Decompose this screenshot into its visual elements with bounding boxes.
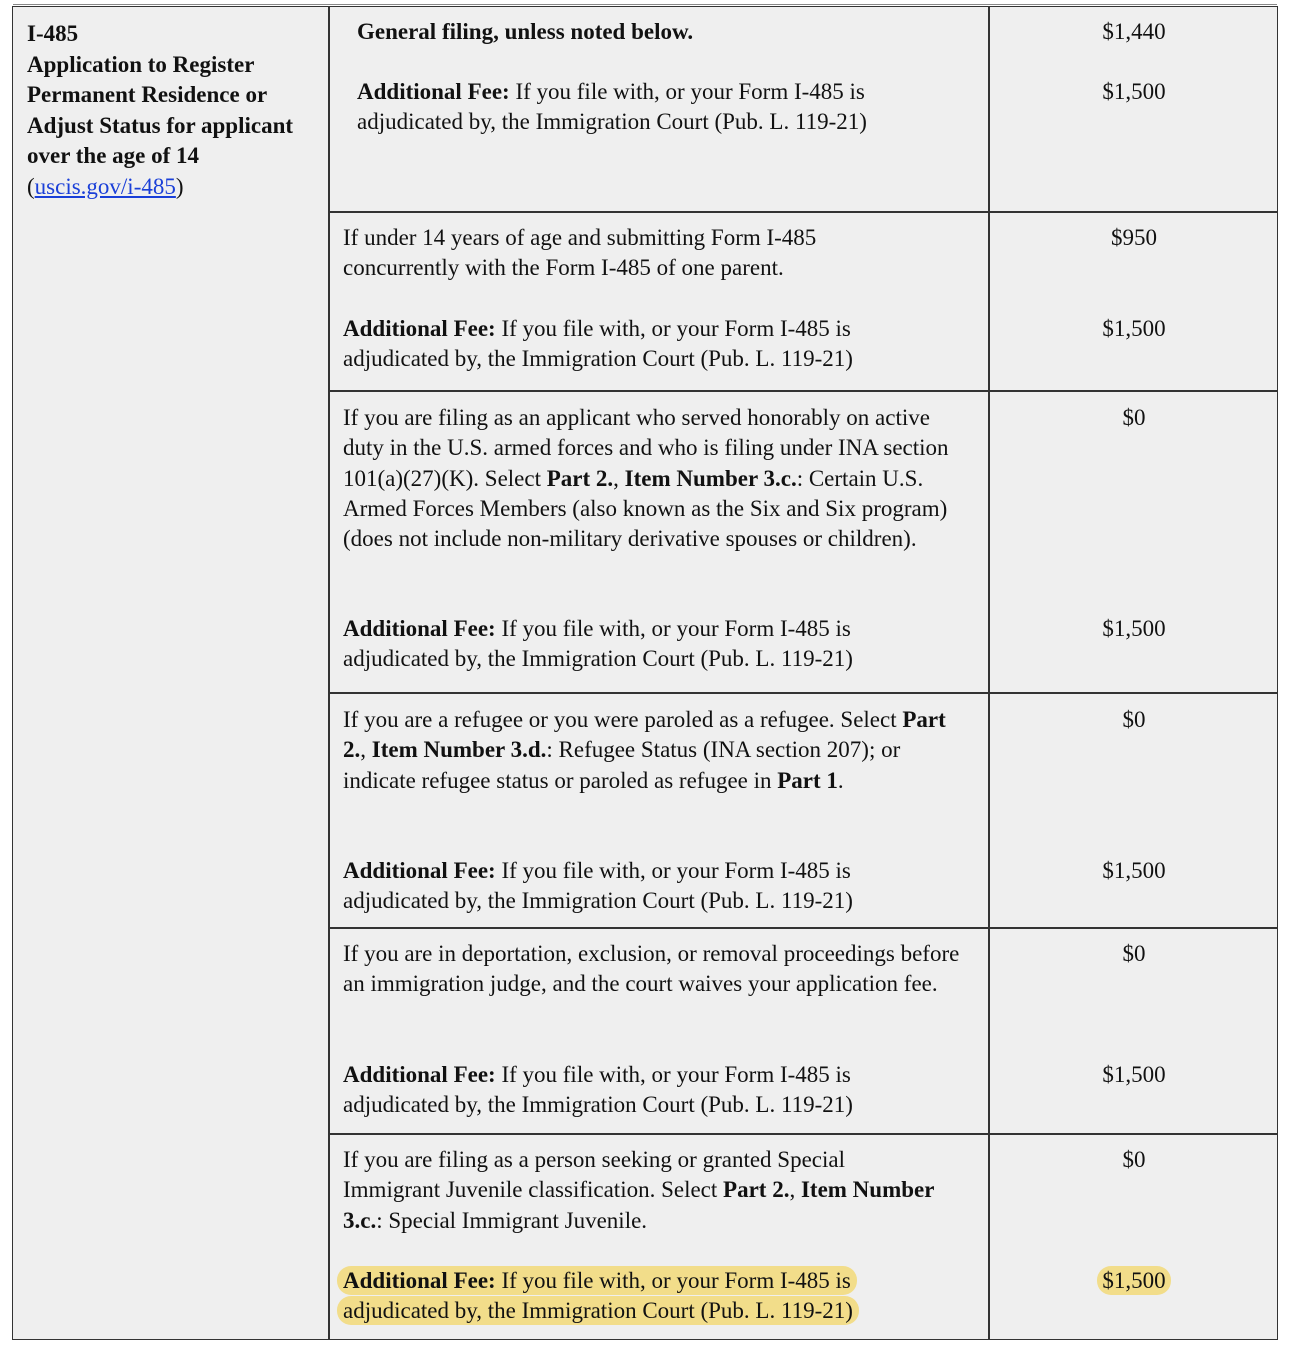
- additional-fee-description: If you file with, or your Form I-485 is adjudicated by, the Immigration Court (Pub. L. 119-21): [357, 79, 867, 135]
- additional-fee-text: [343, 856, 943, 917]
- additional-fee-label: Additional Fee:: [357, 79, 510, 104]
- additional-fee-amount: $1,500: [1102, 79, 1166, 104]
- additional-fee-description: If you file with, or your Form I-485 is adjudicated by, the Immigration Court (Pub. L. 119-21): [343, 316, 853, 372]
- form-title: Application to Register Permanent Residence or Adjust Status for applicant over the age of 14: [27, 51, 294, 168]
- fee-row-general: [357, 17, 957, 47]
- row-description: If you are a refugee or you were paroled as a refugee. Select: [343, 707, 903, 732]
- additional-fee-amount: $1,500: [1102, 616, 1166, 641]
- fee-row-refugee: [343, 705, 968, 796]
- item-ref: Item Number 3.d.: [371, 737, 547, 763]
- additional-fee-text: [357, 77, 957, 138]
- row-divider: [328, 692, 1277, 694]
- additional-fee-amount: $1,500: [1102, 1062, 1166, 1087]
- additional-fee-amount: $1,500: [1102, 858, 1166, 883]
- additional-fee-label: Additional Fee:: [343, 316, 496, 341]
- form-id: I-485: [27, 21, 79, 46]
- part-ref: Part 2.: [343, 707, 946, 763]
- row-description: If you are in deportation, exclusion, or removal proceedings before an immigration judge, and the court waives your application fee.: [343, 941, 960, 997]
- row-divider: [328, 390, 1277, 392]
- fee-row-under-14: [343, 223, 903, 284]
- additional-fee-label: Additional Fee:: [343, 1062, 496, 1087]
- row-divider: [328, 1133, 1277, 1135]
- fee-amount: $0: [1122, 707, 1146, 732]
- additional-fee-text: [343, 1060, 943, 1121]
- fee-row-armed-forces: [343, 403, 973, 554]
- separator: ,: [613, 465, 625, 491]
- row-description-cont: : Refugee Status (INA section 207); or indicate refugee status or paroled as refugee in: [343, 737, 901, 793]
- form-link[interactable]: uscis.gov/i-485: [34, 173, 176, 199]
- row-description-cont: : Certain U.S. Armed Forces Members (also known as the Six and Six program) (does not include non-military derivative spouses or children).: [343, 465, 948, 552]
- additional-fee-amount-highlighted: [989, 1266, 1279, 1296]
- row-description: General filing, unless noted below.: [357, 19, 694, 44]
- item-ref: Item Number 3.c.: [343, 1177, 935, 1233]
- additional-fee-text-highlighted: [343, 1266, 943, 1327]
- close-paren: ): [175, 173, 184, 199]
- row-description-cont: : Special Immigrant Juvenile.: [376, 1207, 648, 1233]
- row-divider: [328, 927, 1277, 929]
- row-description: If you are filing as an applicant who served honorably on active duty in the U.S. armed forces and who is filing under INA section 101(a)(27)(K). Select: [343, 405, 949, 491]
- part-ref: Part 2.: [723, 1177, 790, 1203]
- column-divider-2: [988, 7, 990, 1339]
- additional-fee-amount: $1,500: [1102, 316, 1166, 341]
- fee-amount: $1,440: [1102, 19, 1166, 44]
- additional-fee-description: If you file with, or your Form I-485 is adjudicated by, the Immigration Court (Pub. L. 119-21): [343, 1062, 853, 1118]
- fee-amount: $0: [1122, 405, 1146, 430]
- period: .: [837, 767, 844, 793]
- fee-row-special-immigrant-juvenile: [343, 1145, 943, 1236]
- fee-amount: $0: [1122, 1147, 1146, 1172]
- fee-amount: $950: [1111, 225, 1157, 250]
- part-ref: Part 1: [777, 767, 838, 793]
- row-description: If under 14 years of age and submitting Form I-485 concurrently with the Form I-485 of one parent.: [343, 225, 817, 281]
- additional-fee-description: If you file with, or your Form I-485 is adjudicated by, the Immigration Court (Pub. L. 119-21): [343, 1268, 853, 1324]
- item-ref: Item Number 3.c.: [624, 465, 797, 491]
- row-divider: [328, 211, 1277, 213]
- form-cell: [27, 19, 317, 202]
- additional-fee-label: Additional Fee:: [343, 616, 496, 641]
- highlight: [337, 1266, 859, 1325]
- fee-table: [12, 6, 1278, 1340]
- additional-fee-text: [343, 314, 943, 375]
- additional-fee-label: Additional Fee:: [343, 1268, 496, 1293]
- fee-amount: $0: [1122, 941, 1146, 966]
- open-paren: (: [27, 173, 35, 199]
- separator: ,: [360, 737, 372, 763]
- additional-fee-text: [343, 614, 943, 675]
- part-ref: Part 2.: [546, 465, 614, 491]
- highlight: $1,500: [1097, 1266, 1170, 1295]
- separator: ,: [789, 1177, 801, 1203]
- row-description: If you are filing as a person seeking or granted Special Immigrant Juvenile classification. Select: [343, 1147, 845, 1203]
- additional-fee-description: If you file with, or your Form I-485 is adjudicated by, the Immigration Court (Pub. L. 119-21): [343, 616, 853, 672]
- fee-row-removal-proceedings: [343, 939, 963, 1000]
- column-divider-1: [328, 7, 330, 1339]
- top-rule: [13, 4, 1277, 5]
- additional-fee-description: If you file with, or your Form I-485 is adjudicated by, the Immigration Court (Pub. L. 119-21): [343, 858, 853, 914]
- additional-fee-label: Additional Fee:: [343, 858, 496, 883]
